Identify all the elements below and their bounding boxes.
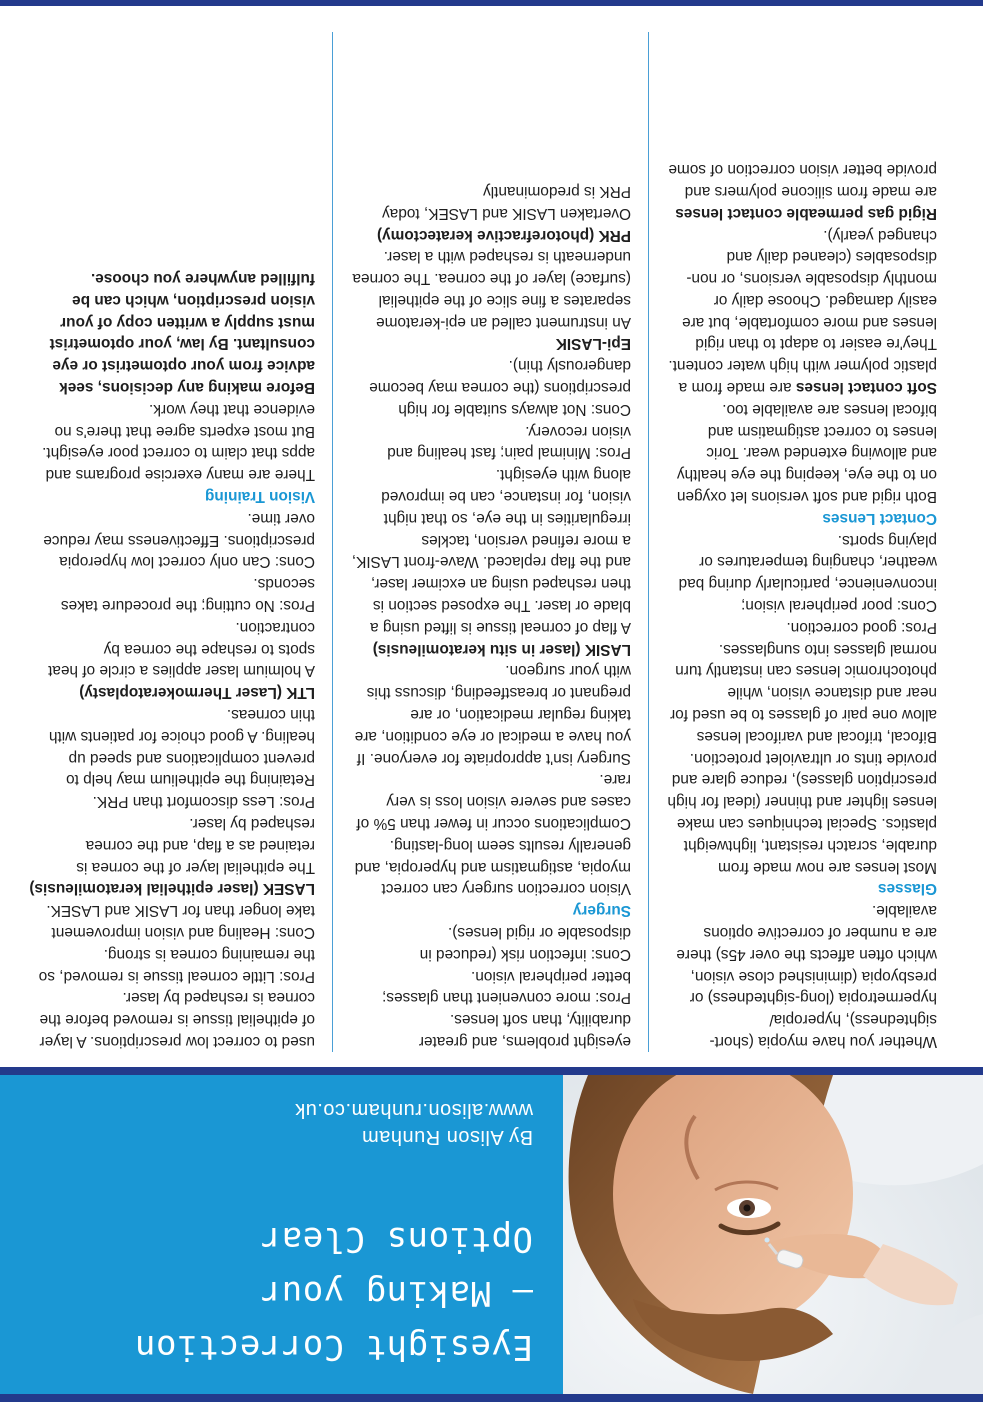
contact-lenses-paragraph: Both rigid and soft versions let oxygen on to the eye, keeping the eye healthy and allowing extended wear. Toric lenses to correct astigmatism and bifocal lenses are available too. xyxy=(676,400,937,506)
woman-applying-eye-drops-image xyxy=(563,1075,983,1394)
title-banner xyxy=(0,1075,563,1394)
prk-pros: Pros: Little corneal tissue is removed, so the remaining cornea is strong. xyxy=(38,945,315,985)
text-column-left xyxy=(667,158,937,1052)
section-divider xyxy=(0,1067,983,1075)
text-column-middle xyxy=(351,180,631,1052)
bottom-rule xyxy=(0,0,983,6)
lasik-pros: Pros: Minimal pain; fast healing and vision recovery. xyxy=(387,422,631,462)
vision-training-paragraph: There are many exercise programs and apps that claim to correct poor eyesight. But most experts agree that there's no evidence that they work. xyxy=(42,400,315,484)
soft-lenses-paragraph xyxy=(667,224,937,398)
text-column-right xyxy=(25,267,315,1052)
top-rule xyxy=(0,1394,983,1402)
lasek-heading: LASEK (laser epithelial keratomileusis) xyxy=(29,880,315,898)
prk-cons: Cons: Healing and vision improvement take longer than for LASIK and LASEK. xyxy=(46,902,315,942)
glasses-paragraph: Most lenses are now made from durable, scratch resistant, lightweight plastics. Special techniques can make lenses lighter and thinner (ideal for high prescription glasses), reduce glare and provide tints or ultraviolet protection. Bifocal, trifocal and varifocal lenses allow one pair of glasses to be used for near and distance vision, while photochromic lenses can instantly turn normal glasses into sunglasses. xyxy=(667,640,937,876)
surgery-warning: Surgery isn't appropriate for everyone. If you have a medical or eye condition, are taking regular medication, or are pregnant or breastfeeding, discuss this with your surgeon. xyxy=(354,662,631,767)
rigid-lenses-continued: eyesight problems, and greater durability, than soft lenses. xyxy=(418,1011,631,1050)
author-website-link[interactable]: www.alison.runham.co.uk xyxy=(294,1099,533,1121)
surgery-heading: Surgery xyxy=(572,902,631,920)
rigid-lenses-pros: Pros: more convenient than glasses; better peripheral vision. xyxy=(382,967,631,1007)
glasses-cons: Cons: poor peripheral vision; inconvenience, particularly during bad weather, changing temperatures or playing sports. xyxy=(678,531,937,615)
author-byline: By Alison Runham xyxy=(361,1126,533,1148)
soft-lenses-text: are made from a plastic polymer with high water content. They're easier to adapt to than rigid lenses and more comfortable, but are easily damaged. Choose daily or monthly disposable versions, or non-disposables (cleaned daily and changed yearly). xyxy=(668,226,937,397)
ltk-pros: Pros: No cutting; the procedure takes seconds. xyxy=(60,575,315,615)
glasses-heading: Glasses xyxy=(877,880,937,898)
title-line: Options Clear xyxy=(260,1219,533,1259)
ltk-heading: LTK (Laser Thermokeratoplasty) xyxy=(79,684,315,702)
lasek-paragraph: The epithelial layer of the cornea is retained as a flap, and the cornea reshaped by laser. xyxy=(76,815,315,876)
page-title xyxy=(13,1212,533,1374)
epi-lasik-paragraph: An instrument called an epi-keratome separates a fine slice of the epithelial (surface) layer of the cornea. The cornea underneath is reshaped with a laser. xyxy=(352,248,631,331)
contact-lenses-heading: Contact Lenses xyxy=(822,509,937,527)
prk-continued: used to correct low prescriptions. A layer of epithelial tissue is removed before the cornea is reshaped by laser. xyxy=(39,989,315,1050)
rigid-lenses-term: Rigid gas permeable contact lenses xyxy=(675,204,937,222)
advice-paragraph: Before making any decisions, seek advice from your optometrist or eye consultant. By law, your optometrist must supply a written copy of your vision prescription, which can be fulfilled anywhere you choose. xyxy=(49,270,315,397)
rigid-lenses-text: are made from silicone polymers and provide better vision correction of some xyxy=(668,161,937,200)
ltk-cons: Cons: Can only correct low hyperopia prescriptions. Effectiveness may reduce over time. xyxy=(43,509,315,571)
surgery-paragraph: Vision correction surgery can correct myopia, astigmatism and hyperopia, and generally results seem long-lasting. Complications occur in fewer than 5% of cases and severe vision loss is very rare. xyxy=(354,771,631,898)
prk-heading: PRK (photorefractive keratectomy) xyxy=(376,226,631,244)
ltk-paragraph: A holmium laser applies a circle of heat spots to reshape the cornea by contraction. xyxy=(48,618,315,680)
prk-paragraph: Overtaken LASIK and LASEK, today PRK is predominantly xyxy=(382,182,631,222)
rigid-lenses-cons: Cons: infection risk (reduced in disposable or rigid lenses). xyxy=(419,924,631,963)
rigid-lenses-paragraph xyxy=(667,158,937,223)
column-divider xyxy=(648,32,649,1052)
lasik-paragraph: A flap of corneal tissue is lifted using a blade or laser. The exposed section is then reshaped using an excimer laser, and the flap replaced. Wave-front LASIK, a more refined version, tackles irregularities in the eye, so that night vision, for instance, can be improved along with eyesight. xyxy=(351,466,631,636)
soft-lenses-term: Soft contact lenses xyxy=(795,379,937,397)
intro-paragraph: Whether you have myopia (short-sightedness), hyperopia/ hypermetropia (long-sightedness) or presbyopia (diminished close vision, which often affects the over 45s) there are a number of corrective options available. xyxy=(676,902,937,1050)
epi-lasik-heading: Epi-LASIK xyxy=(555,335,631,353)
glasses-pros: Pros: good correction. xyxy=(786,618,937,636)
lasik-cons: Cons: Not always suitable for high prescriptions (the cornea may become dangerously thin). xyxy=(369,357,631,418)
vision-training-heading: Vision Training xyxy=(204,488,315,506)
header-photo xyxy=(563,1075,983,1394)
column-divider xyxy=(332,32,333,1052)
lasik-heading: LASIK (laser in situ keratomileusis) xyxy=(372,640,631,658)
lasek-pros: Pros: Less discomfort than PRK. Retaining the epithelium may help to prevent complications and speed up healing. A good choice for patients with thin corneas. xyxy=(48,706,315,811)
title-line: – Making your xyxy=(260,1273,533,1313)
title-line: Eyesight Correction xyxy=(134,1327,533,1367)
